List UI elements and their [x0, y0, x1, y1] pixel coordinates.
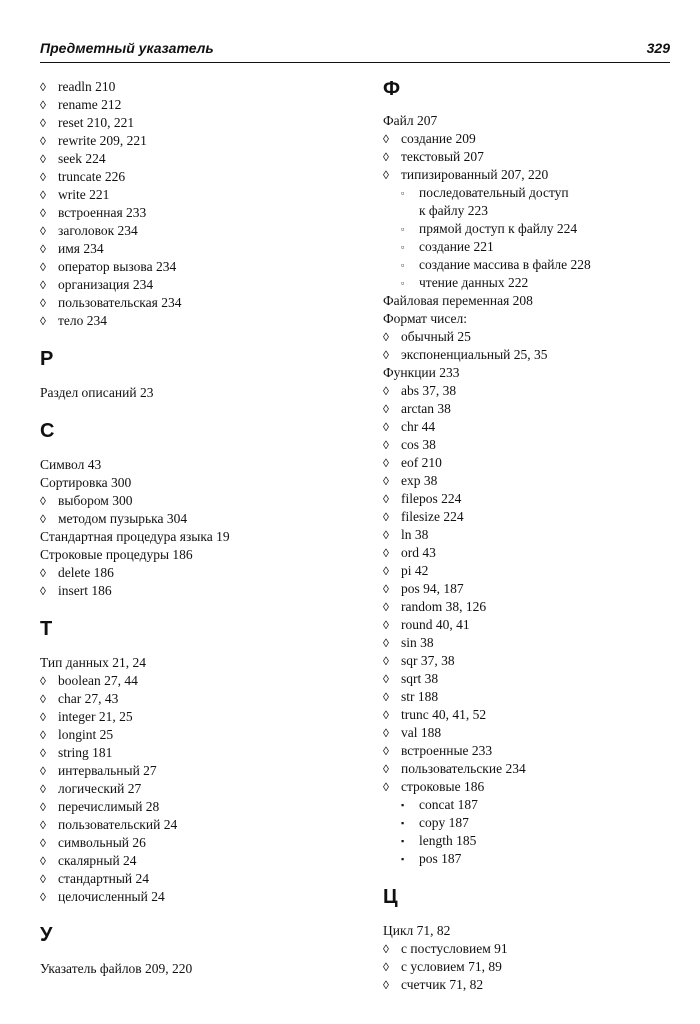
index-subsubentry: ▪ pos 187	[401, 851, 462, 866]
diamond-bullet-icon: ◊	[40, 764, 46, 778]
index-subentry: ◊ пользовательский 24	[40, 817, 178, 832]
diamond-bullet-icon: ◊	[40, 692, 46, 706]
index-entry: Строковые процедуры 186	[40, 547, 193, 562]
diamond-bullet-icon: ◊	[40, 872, 46, 886]
section-letter-f: Ф	[383, 78, 401, 100]
index-subentry: ◊ str 188	[383, 689, 439, 704]
square-bullet-icon: ▫	[401, 278, 405, 288]
index-entry: Функции 233	[383, 365, 460, 380]
index-subentry: ◊ reset 210, 221	[40, 115, 135, 130]
index-subsubentry: ▫ чтение данных 222	[401, 275, 529, 290]
index-subentry: ◊ пользовательская 234	[40, 295, 182, 310]
index-subentry: ◊ char 27, 43	[40, 691, 119, 706]
index-subentry: ◊ truncate 226	[40, 169, 126, 184]
index-subentry: ◊ скалярный 24	[40, 853, 137, 868]
index-entry: Формат чисел:	[383, 311, 467, 326]
diamond-bullet-icon: ◊	[383, 564, 389, 578]
index-subentry: ◊ символьный 26	[40, 835, 146, 850]
index-entry: Цикл 71, 82	[383, 923, 451, 938]
index-subentry: ◊ insert 186	[40, 583, 112, 598]
index-subentry: ◊ val 188	[383, 725, 442, 740]
dot-bullet-icon: ▪	[401, 854, 405, 864]
index-subsubentry: ▪ concat 187	[401, 797, 478, 812]
diamond-bullet-icon: ◊	[383, 348, 389, 362]
diamond-bullet-icon: ◊	[40, 296, 46, 310]
index-entry: Символ 43	[40, 457, 102, 472]
index-subentry: ◊ текстовый 207	[383, 149, 484, 164]
diamond-bullet-icon: ◊	[383, 330, 389, 344]
index-subentry: ◊ write 221	[40, 187, 110, 202]
index-column-left	[40, 78, 360, 978]
diamond-bullet-icon: ◊	[383, 492, 389, 506]
index-subsubentry: ▫ прямой доступ к файлу 224	[401, 221, 578, 236]
index-subentry: ◊ создание 209	[383, 131, 476, 146]
diamond-bullet-icon: ◊	[40, 584, 46, 598]
index-subentry: ◊ delete 186	[40, 565, 114, 580]
section-letter-ts: Ц	[383, 886, 398, 908]
diamond-bullet-icon: ◊	[40, 152, 46, 166]
diamond-bullet-icon: ◊	[40, 890, 46, 904]
index-subentry: ◊ integer 21, 25	[40, 709, 133, 724]
running-head-title: Предметный указатель	[40, 40, 214, 56]
index-subentry: ◊ оператор вызова 234	[40, 259, 177, 274]
index-subentry: ◊ с постусловием 91	[383, 941, 508, 956]
index-subsubentry: ▫ создание 221	[401, 239, 494, 254]
index-subentry: ◊ с условием 71, 89	[383, 959, 502, 974]
page-number: 329	[646, 40, 670, 56]
index-subentry: ◊ eof 210	[383, 455, 442, 470]
index-entry: Файловая переменная 208	[383, 293, 533, 308]
diamond-bullet-icon: ◊	[40, 494, 46, 508]
index-subentry: ◊ тело 234	[40, 313, 108, 328]
index-subentry: ◊ обычный 25	[383, 329, 471, 344]
diamond-bullet-icon: ◊	[383, 942, 389, 956]
index-subsubentry: ▪ length 185	[401, 833, 477, 848]
index-subentry: ◊ exp 38	[383, 473, 438, 488]
index-subentry: ◊ string 181	[40, 745, 113, 760]
index-subsubentry: ▫ последовательный доступ	[401, 185, 569, 200]
diamond-bullet-icon: ◊	[383, 654, 389, 668]
diamond-bullet-icon: ◊	[383, 708, 389, 722]
index-subsubentry-continuation: к файлу 223	[419, 203, 489, 218]
section-letter-s: С	[40, 420, 55, 442]
diamond-bullet-icon: ◊	[383, 132, 389, 146]
index-subentry: ◊ стандартный 24	[40, 871, 149, 886]
diamond-bullet-icon: ◊	[40, 800, 46, 814]
index-subentry: ◊ методом пузырька 304	[40, 511, 188, 526]
diamond-bullet-icon: ◊	[383, 780, 389, 794]
diamond-bullet-icon: ◊	[383, 636, 389, 650]
dot-bullet-icon: ▪	[401, 836, 405, 846]
diamond-bullet-icon: ◊	[383, 726, 389, 740]
diamond-bullet-icon: ◊	[40, 314, 46, 328]
index-subentry: ◊ выбором 300	[40, 493, 133, 508]
index-subentry: ◊ заголовок 234	[40, 223, 138, 238]
diamond-bullet-icon: ◊	[40, 242, 46, 256]
index-subentry: ◊ экспоненциальный 25, 35	[383, 347, 548, 362]
index-subentry: ◊ cos 38	[383, 437, 436, 452]
section-letter-t: Т	[40, 618, 53, 640]
diamond-bullet-icon: ◊	[383, 168, 389, 182]
diamond-bullet-icon: ◊	[383, 978, 389, 992]
index-subentry: ◊ логический 27	[40, 781, 142, 796]
diamond-bullet-icon: ◊	[40, 116, 46, 130]
index-subentry: ◊ longint 25	[40, 727, 114, 742]
diamond-bullet-icon: ◊	[383, 600, 389, 614]
diamond-bullet-icon: ◊	[40, 206, 46, 220]
diamond-bullet-icon: ◊	[383, 510, 389, 524]
square-bullet-icon: ▫	[401, 188, 405, 198]
index-subentry: ◊ встроенная 233	[40, 205, 147, 220]
diamond-bullet-icon: ◊	[383, 474, 389, 488]
section-letter-r: Р	[40, 348, 54, 370]
index-subentry: ◊ целочисленный 24	[40, 889, 165, 904]
diamond-bullet-icon: ◊	[383, 960, 389, 974]
diamond-bullet-icon: ◊	[40, 170, 46, 184]
diamond-bullet-icon: ◊	[40, 836, 46, 850]
index-subentry: ◊ пользовательские 234	[383, 761, 526, 776]
index-entry: Стандартная процедура языка 19	[40, 529, 230, 544]
index-subentry: ◊ счетчик 71, 82	[383, 977, 484, 992]
index-subentry: ◊ random 38, 126	[383, 599, 487, 614]
diamond-bullet-icon: ◊	[383, 384, 389, 398]
diamond-bullet-icon: ◊	[40, 674, 46, 688]
index-subentry: ◊ ord 43	[383, 545, 436, 560]
diamond-bullet-icon: ◊	[383, 690, 389, 704]
diamond-bullet-icon: ◊	[40, 278, 46, 292]
dot-bullet-icon: ▪	[401, 800, 405, 810]
diamond-bullet-icon: ◊	[40, 134, 46, 148]
index-subentry: ◊ rename 212	[40, 97, 122, 112]
index-subentry: ◊ round 40, 41	[383, 617, 470, 632]
diamond-bullet-icon: ◊	[40, 260, 46, 274]
index-entry: Сортировка 300	[40, 475, 132, 490]
index-subentry: ◊ строковые 186	[383, 779, 485, 794]
square-bullet-icon: ▫	[401, 224, 405, 234]
index-subentry: ◊ chr 44	[383, 419, 436, 434]
index-subentry: ◊ filesize 224	[383, 509, 464, 524]
index-subentry: ◊ seek 224	[40, 151, 106, 166]
diamond-bullet-icon: ◊	[40, 746, 46, 760]
square-bullet-icon: ▫	[401, 242, 405, 252]
index-subentry: ◊ readln 210	[40, 79, 116, 94]
diamond-bullet-icon: ◊	[40, 80, 46, 94]
diamond-bullet-icon: ◊	[383, 618, 389, 632]
index-subentry: ◊ filepos 224	[383, 491, 462, 506]
left-top-items	[40, 78, 360, 330]
diamond-bullet-icon: ◊	[383, 438, 389, 452]
index-subsubentry: ▪ copy 187	[401, 815, 469, 830]
diamond-bullet-icon: ◊	[383, 150, 389, 164]
diamond-bullet-icon: ◊	[40, 710, 46, 724]
diamond-bullet-icon: ◊	[383, 546, 389, 560]
index-subentry: ◊ abs 37, 38	[383, 383, 457, 398]
index-subentry: ◊ sqr 37, 38	[383, 653, 455, 668]
index-entry: Файл 207	[383, 113, 438, 128]
diamond-bullet-icon: ◊	[383, 528, 389, 542]
index-subentry: ◊ arctan 38	[383, 401, 451, 416]
diamond-bullet-icon: ◊	[383, 456, 389, 470]
index-subentry: ◊ sqrt 38	[383, 671, 439, 686]
index-subentry: ◊ pi 42	[383, 563, 429, 578]
dot-bullet-icon: ▪	[401, 818, 405, 828]
index-subentry: ◊ встроенные 233	[383, 743, 493, 758]
index-subentry: ◊ sin 38	[383, 635, 434, 650]
diamond-bullet-icon: ◊	[40, 188, 46, 202]
index-subentry: ◊ перечислимый 28	[40, 799, 160, 814]
diamond-bullet-icon: ◊	[40, 728, 46, 742]
index-subentry: ◊ boolean 27, 44	[40, 673, 138, 688]
index-subentry: ◊ ln 38	[383, 527, 429, 542]
diamond-bullet-icon: ◊	[40, 224, 46, 238]
diamond-bullet-icon: ◊	[383, 582, 389, 596]
index-subentry: ◊ pos 94, 187	[383, 581, 464, 596]
index-subentry: ◊ интервальный 27	[40, 763, 157, 778]
diamond-bullet-icon: ◊	[40, 512, 46, 526]
diamond-bullet-icon: ◊	[383, 762, 389, 776]
index-subsubentry: ▫ создание массива в файле 228	[401, 257, 591, 272]
index-subentry: ◊ типизированный 207, 220	[383, 167, 549, 182]
index-entry: Раздел описаний 23	[40, 385, 154, 400]
page-header	[40, 38, 670, 63]
diamond-bullet-icon: ◊	[383, 744, 389, 758]
diamond-bullet-icon: ◊	[383, 672, 389, 686]
index-entry: Указатель файлов 209, 220	[40, 961, 193, 976]
index-column-right	[383, 72, 683, 994]
index-entry: Тип данных 21, 24	[40, 655, 146, 670]
index-subentry: ◊ имя 234	[40, 241, 104, 256]
diamond-bullet-icon: ◊	[40, 854, 46, 868]
square-bullet-icon: ▫	[401, 260, 405, 270]
diamond-bullet-icon: ◊	[40, 98, 46, 112]
index-subentry: ◊ rewrite 209, 221	[40, 133, 147, 148]
index-subentry: ◊ организация 234	[40, 277, 154, 292]
index-subentry: ◊ trunc 40, 41, 52	[383, 707, 487, 722]
diamond-bullet-icon: ◊	[383, 402, 389, 416]
diamond-bullet-icon: ◊	[40, 818, 46, 832]
diamond-bullet-icon: ◊	[40, 566, 46, 580]
diamond-bullet-icon: ◊	[383, 420, 389, 434]
section-letter-u: У	[40, 924, 53, 946]
diamond-bullet-icon: ◊	[40, 782, 46, 796]
